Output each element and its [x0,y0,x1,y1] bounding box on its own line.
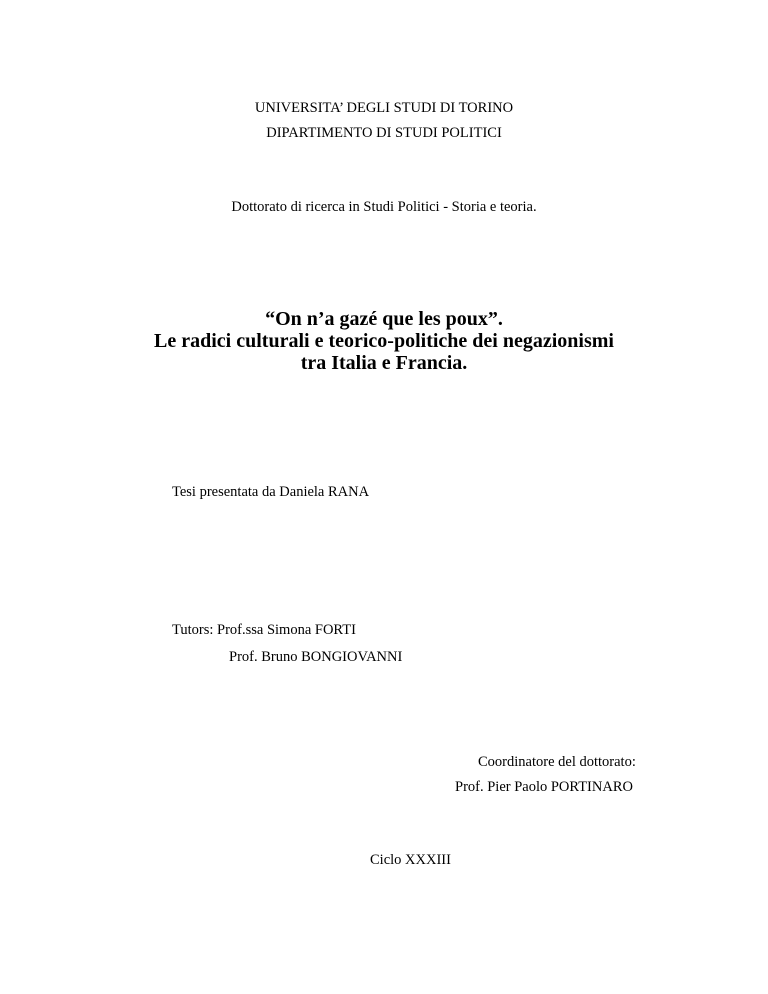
thesis-title [0,308,768,374]
coordinator-label: Coordinatore del dottorato: [478,754,636,770]
doctoral-cycle: Ciclo XXXIII [370,852,451,868]
thesis-title-line-2: Le radici culturali e teorico-politiche dei negazionismi [154,330,614,352]
department-name: DIPARTIMENTO DI STUDI POLITICI [266,125,502,141]
doctorate-program: Dottorato di ricerca in Studi Politici - Storia e teoria. [231,199,537,215]
thesis-title-line-3: tra Italia e Francia. [300,352,468,374]
university-name: UNIVERSITA’ DEGLI STUDI DI TORINO [254,100,514,116]
tutor-second: Prof. Bruno BONGIOVANNI [229,649,403,665]
thesis-title-line-1: “On n’a gazé que les poux”. [265,308,503,330]
tutor-first: Tutors: Prof.ssa Simona FORTI [172,622,356,638]
coordinator-name: Prof. Pier Paolo PORTINARO [455,779,633,795]
presented-by: Tesi presentata da Daniela RANA [172,484,370,500]
